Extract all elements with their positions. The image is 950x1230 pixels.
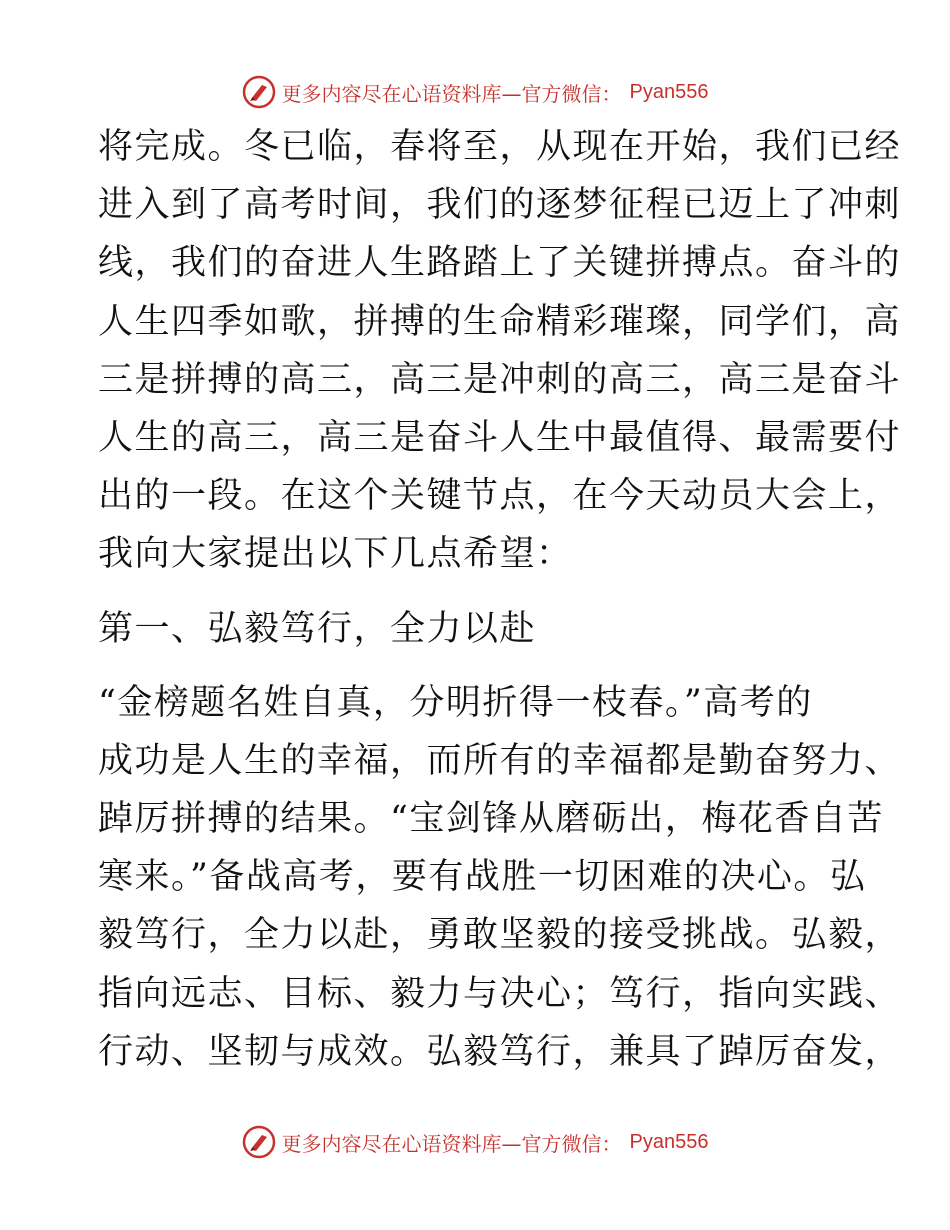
watermark-wechat-id: Pyan556 (629, 1130, 709, 1153)
watermark-text: 更多内容尽在心语资料库—官方微信： (281, 1131, 622, 1156)
text-line: 将完成。冬已临，春将至，从现在开始，我们已经 (98, 127, 902, 167)
text-line: 毅笃行，全力以赴，勇敢坚毅的接受挑战。弘毅， (98, 915, 902, 956)
paragraph (98, 674, 902, 1081)
text-line: 行动、坚韧与成效。弘毅笃行，兼具了踔厉奋发， (98, 1031, 902, 1072)
watermark-wechat-id: Pyan556 (629, 80, 709, 103)
text-line: 踔厉拼搏的结果。“宝剑锋从磨砺出，梅花香自苦 (98, 799, 884, 840)
text-line: 寒来。”备战高考，要有战胜一切困难的决心。弘 (98, 857, 867, 898)
text-line: 出的一段。在这个关键节点，在今天动员大会上， (98, 476, 902, 517)
paragraph (98, 118, 902, 584)
footer-watermark (0, 1122, 950, 1162)
text-line: 指向远志、目标、毅力与决心；笃行，指向实践、 (98, 973, 902, 1014)
logo-icon (242, 1125, 276, 1159)
text-line: 成功是人生的幸福，而所有的幸福都是勤奋努力、 (98, 740, 902, 781)
logo-icon (242, 75, 276, 109)
text-line: 进入到了高考时间，我们的逐梦征程已迈上了冲刺 (98, 185, 902, 226)
header-watermark (0, 72, 950, 112)
text-line: 线，我们的奋进人生路踏上了关键拼搏点。奋斗的 (98, 243, 902, 284)
text-line: 三是拼搏的高三，高三是冲刺的高三，高三是奋斗 (98, 359, 902, 400)
section-heading (98, 600, 858, 658)
text-line: 人生四季如歌，拼搏的生命精彩璀璨，同学们，高 (98, 301, 902, 342)
text-line: 人生的高三，高三是奋斗人生中最值得、最需要付 (98, 417, 902, 458)
text-line: “金榜题名姓自真，分明折得一枝春。”高考的 (98, 682, 813, 723)
text-line: 我向大家提出以下几点希望： (98, 534, 573, 575)
watermark-text: 更多内容尽在心语资料库—官方微信： (281, 81, 622, 106)
document-body (98, 118, 902, 1081)
heading-line: 第一、弘毅笃行，全力以赴 (98, 608, 537, 649)
